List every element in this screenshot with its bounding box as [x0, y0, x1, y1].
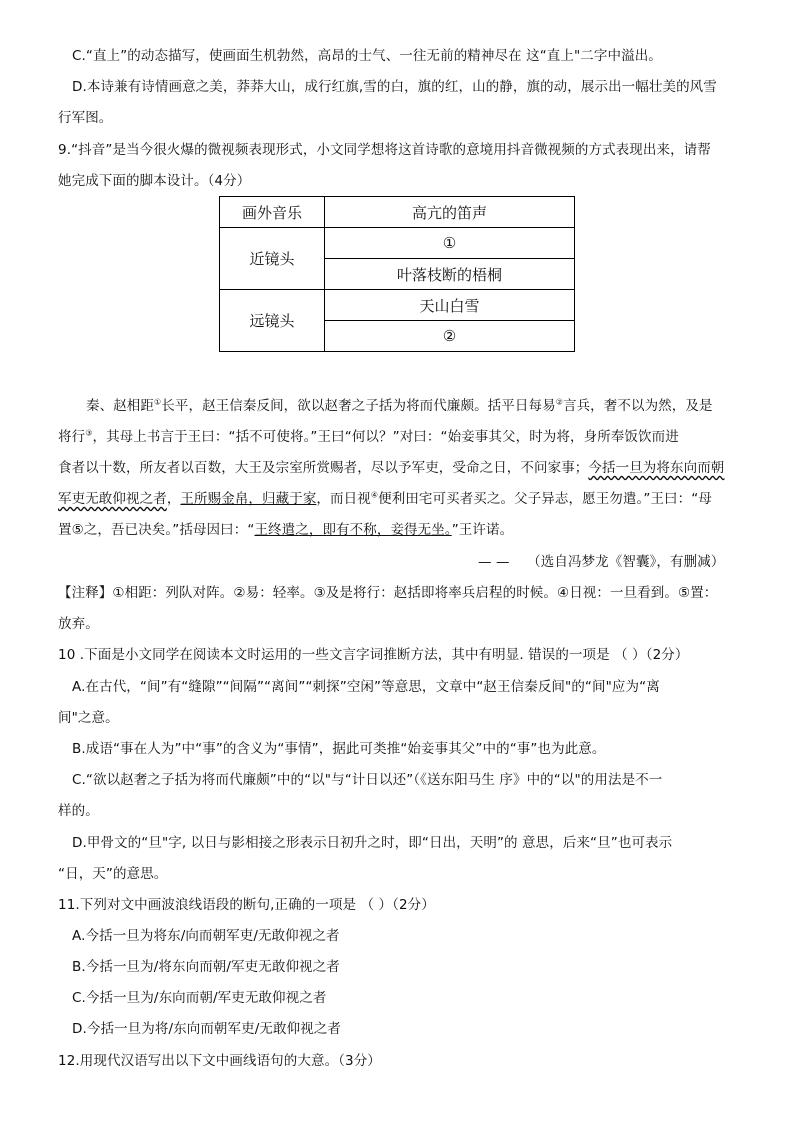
source-citation: （选自冯梦龙《智囊》，有删减）: [527, 554, 725, 570]
table-row: [220, 228, 575, 259]
passage-line3: [58, 458, 724, 478]
wavy-underlined-text: 今括一旦为将东向而朝: [588, 460, 725, 476]
footnote-mark: ③: [85, 428, 93, 438]
q9-prompt-line1: 9.“抖音”是当今很火爆的微视频表现形式，小文同学想将这首诗歌的意境用抖音微视频的方式表现出来，请帮: [58, 142, 711, 158]
table-cell-longshot-label: 远镜头: [220, 290, 325, 352]
q8-option-d-line2: 行军图。: [58, 110, 113, 126]
table-cell-closeup-blank-1: ①: [325, 228, 575, 259]
table-cell-longshot-1: 天山白雪: [325, 290, 575, 321]
table-cell-closeup-2: 叶落枝断的梧桐: [325, 259, 575, 290]
passage-text: 言兵，奢不以为然，及是: [562, 398, 713, 414]
footnote-mark: ①: [154, 397, 162, 407]
table-cell-longshot-blank-2: ②: [325, 321, 575, 352]
table-cell-music-label: 画外音乐: [220, 197, 325, 228]
passage-text: ，: [166, 491, 181, 507]
q11-option-d: D.今括一旦为将/东向而朝军吏/无敢仰视之者: [72, 1021, 341, 1037]
q10-prompt: 10 .下面是小文同学在阅读本文时运用的一些文言字词推断方法，其中有明显. 错误的一项是 （ ）（2分）: [58, 647, 689, 663]
q11-option-c: C.今括一旦为/东向而朝/军吏无敢仰视之者: [72, 990, 327, 1006]
passage-text: 置⑤之，吾已决矣。”括母因曰：“: [58, 522, 255, 538]
q8-option-c: C.“直上”的动态描写，使画面生机勃然，高昂的士气、一往无前的精神尽在 这“直上"二字中溢出。: [72, 48, 662, 64]
footnote-mark: ④: [370, 490, 379, 500]
q11-prompt: 11.下列对文中画波浪线语段的断句,正确的一项是 （ ）（2分）: [58, 897, 435, 913]
passage-line2: [58, 427, 679, 447]
source-dash: — —: [478, 554, 510, 570]
footnote-mark: ②: [555, 397, 563, 407]
passage-text: 长平，赵王信秦反间，欲以赵奢之子括为将而代廉颇。括平日每易: [161, 398, 556, 414]
passage-text: 便利田宅可买者买之。父子异志，愿王勿遣。”王曰：“母: [378, 491, 712, 507]
passage-text: ，其母上书言于王曰：“括不可使将。”王曰“何以？”对曰：“始妾事其父，时为将，身所奉饭饮而进: [92, 429, 679, 445]
table-cell-music-value: 高亢的笛声: [325, 197, 575, 228]
passage-text: ”王许诺。: [451, 522, 514, 538]
q10-option-a-line2: 间"之意。: [58, 710, 119, 726]
q10-option-b: B.成语“事在人为”中“事”的含义为“事情”，据此可类推“始妾事其父”中的“事”也为此意。: [72, 741, 606, 757]
table-row: [220, 290, 575, 321]
q12-prompt: 12.用现代汉语写出以下文中画线语句的大意。（3分）: [58, 1053, 381, 1069]
passage-text: ，而日视: [316, 491, 371, 507]
q10-option-c-line1: C.“欲以赵奢之子括为将而代廉颇”中的“以"与“计日以还”（《送东阳马生 序》中的“以"的用法是不一: [72, 772, 663, 788]
underlined-text: 王终遣之，即有不称，妾得无坐。: [254, 522, 452, 538]
q10-option-d-line2: “日，天”的意思。: [58, 866, 168, 882]
q11-option-a: A.今括一旦为将东/向而朝军吏/无敢仰视之者: [72, 928, 340, 944]
table-row: [220, 197, 575, 228]
passage-source: [478, 552, 724, 572]
notes-line1: 【注释】①相距：列队对阵。②易：轻率。③及是将行：赵括即将率兵启程的时候。④日视：一旦看到。⑤置：: [58, 585, 718, 601]
passage-line1: [86, 396, 713, 416]
passage-text: 秦、赵相距: [86, 398, 154, 414]
passage-text: 食者以十数，所友者以百数，大王及宗室所赏赐者，尽以予军吏，受命之日，不问家事；: [58, 460, 589, 476]
notes-line2: 放弃。: [58, 616, 99, 632]
q9-prompt-line2: 她完成下面的脚本设计。（4分）: [58, 173, 251, 189]
underlined-text: 王所赐金帛，归藏于家: [180, 491, 317, 507]
q10-option-c-line2: 样的。: [58, 803, 99, 819]
passage-line5: [58, 520, 513, 540]
wavy-underlined-text: 军吏无敢仰视之者: [58, 491, 167, 507]
q11-option-b: B.今括一旦为/将东向而朝/军吏无敢仰视之者: [72, 959, 340, 975]
script-design-table: [219, 196, 575, 352]
passage-text: 将行: [58, 429, 86, 445]
q8-option-d-line1: D.本诗兼有诗情画意之美，莽莽大山，成行红旗,雪的白，旗的红，山的静，旗的动，展示出一幅壮美的风雪: [72, 79, 717, 95]
q10-option-d-line1: D.甲骨文的“旦"字, 以日与影相接之形表示日初升之时，即“日出，天明”的 意思，后来“旦”也可表示: [72, 835, 673, 851]
passage-line4: [58, 489, 712, 509]
q10-option-a-line1: A.在古代，“间”有“缝隙”“间隔”“离间”“刺探”空闲”等意思，文章中“赵王信秦反间"的“间"应为“离: [72, 679, 660, 695]
table-cell-closeup-label: 近镜头: [220, 228, 325, 290]
